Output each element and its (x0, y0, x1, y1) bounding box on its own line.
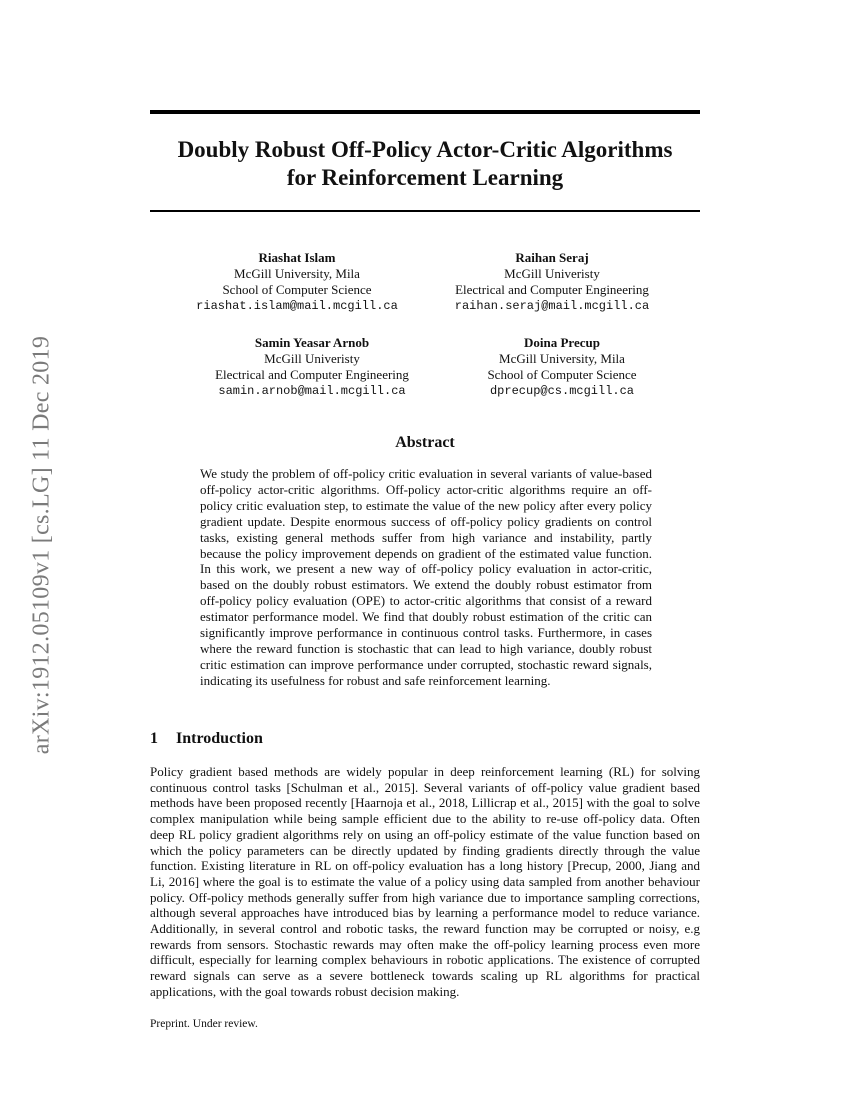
author-name: Doina Precup (524, 335, 600, 350)
author-department: Electrical and Computer Engineering (215, 367, 409, 382)
author-block (412, 335, 712, 399)
author-name: Raihan Seraj (515, 250, 589, 265)
author-affiliation: McGill Univeristy (264, 351, 360, 366)
author-email: riashat.islam@mail.mcgill.ca (196, 299, 398, 313)
author-department: School of Computer Science (487, 367, 637, 382)
title-line-1: Doubly Robust Off-Policy Actor-Critic Algorithms (177, 137, 673, 162)
author-affiliation: McGill University, Mila (234, 266, 360, 281)
title-bottom-rule (150, 210, 700, 212)
author-block (402, 250, 702, 314)
arxiv-identifier: arXiv:1912.05109v1 [cs.LG] 11 Dec 2019 (28, 335, 55, 755)
title-top-rule (150, 110, 700, 114)
author-name: Riashat Islam (258, 250, 336, 265)
arxiv-stamp (24, 300, 60, 790)
author-email: samin.arnob@mail.mcgill.ca (218, 384, 406, 398)
abstract-body: We study the problem of off-policy critic evaluation in several variants of value-based off-policy actor-critic algorithms. Off-policy actor-critic algorithms require an off-policy critic evaluation step, to estimate the value of the new policy after every policy gradient update. Despite enormous success of off-policy policy gradients on control tasks, existing general methods suffer from high variance and instability, partly because the policy improvement depends on gradient of the estimated value function. In this work, we present a new way of off-policy policy evaluation in actor-critic, based on the doubly robust estimators. We extend the doubly robust estimator from off-policy policy evaluation (OPE) to actor-critic algorithms that consist of a reward estimator performance model. We find that doubly robust estimation of the critic can significantly improve performance in continuous control tasks. Furthermore, in cases where the reward function is stochastic that can lead to high variance, doubly robust critic estimation can improve performance under corrupted, stochastic reward signals, indicating its usefulness for robust and safe reinforcement learning. (200, 466, 652, 688)
author-name: Samin Yeasar Arnob (254, 335, 370, 350)
section-number: 1 (150, 730, 158, 747)
section-heading (150, 730, 263, 748)
introduction-paragraph: Policy gradient based methods are widely popular in deep reinforcement learning (RL) for solving continuous control tasks [Schulman et al., 2015]. Several variants of off-policy value gradient based methods have been proposed recently [Haarnoja et al., 2018, Lillicrap et al., 2015] with the goal to solve complex manipulation while being sample efficient due to the ability to re-use off-policy data. Often deep RL policy gradient algorithms rely on using an off-policy estimate of the value function based on which the policy parameters can be directly updated by finding gradients directly through the value function. Existing literature in RL on off-policy evaluation has a long history [Precup, 2000, Jiang and Li, 2016] where the goal is to estimate the value of a policy using data sampled from another behaviour policy. Off-policy methods generally suffer from high variance due to importance sampling corrections, although several approaches have introduced bias by learning a performance model to reduce variance. Additionally, in several control and robotic tasks, the reward function may be corrupted or noisy, e.g rewards from sensors. Stochastic rewards may often make the off-policy learning process even more difficult, especially for learning complex behaviours in robotic applications. The existence of corrupted reward signals can serve as a severe bottleneck towards scaling up RL algorithms for practical applications, with the goal towards robust decision making. (150, 764, 700, 999)
title-line-2: for Reinforcement Learning (286, 165, 564, 190)
author-affiliation: McGill Univeristy (504, 266, 600, 281)
author-department: School of Computer Science (222, 282, 372, 297)
author-affiliation: McGill University, Mila (499, 351, 625, 366)
author-department: Electrical and Computer Engineering (455, 282, 649, 297)
footer-note: Preprint. Under review. (150, 1018, 258, 1030)
section-title: Introduction (176, 730, 263, 747)
abstract-heading: Abstract (395, 434, 455, 451)
paper-title (150, 136, 700, 192)
author-email: raihan.seraj@mail.mcgill.ca (454, 299, 650, 313)
author-email: dprecup@cs.mcgill.ca (489, 384, 635, 398)
